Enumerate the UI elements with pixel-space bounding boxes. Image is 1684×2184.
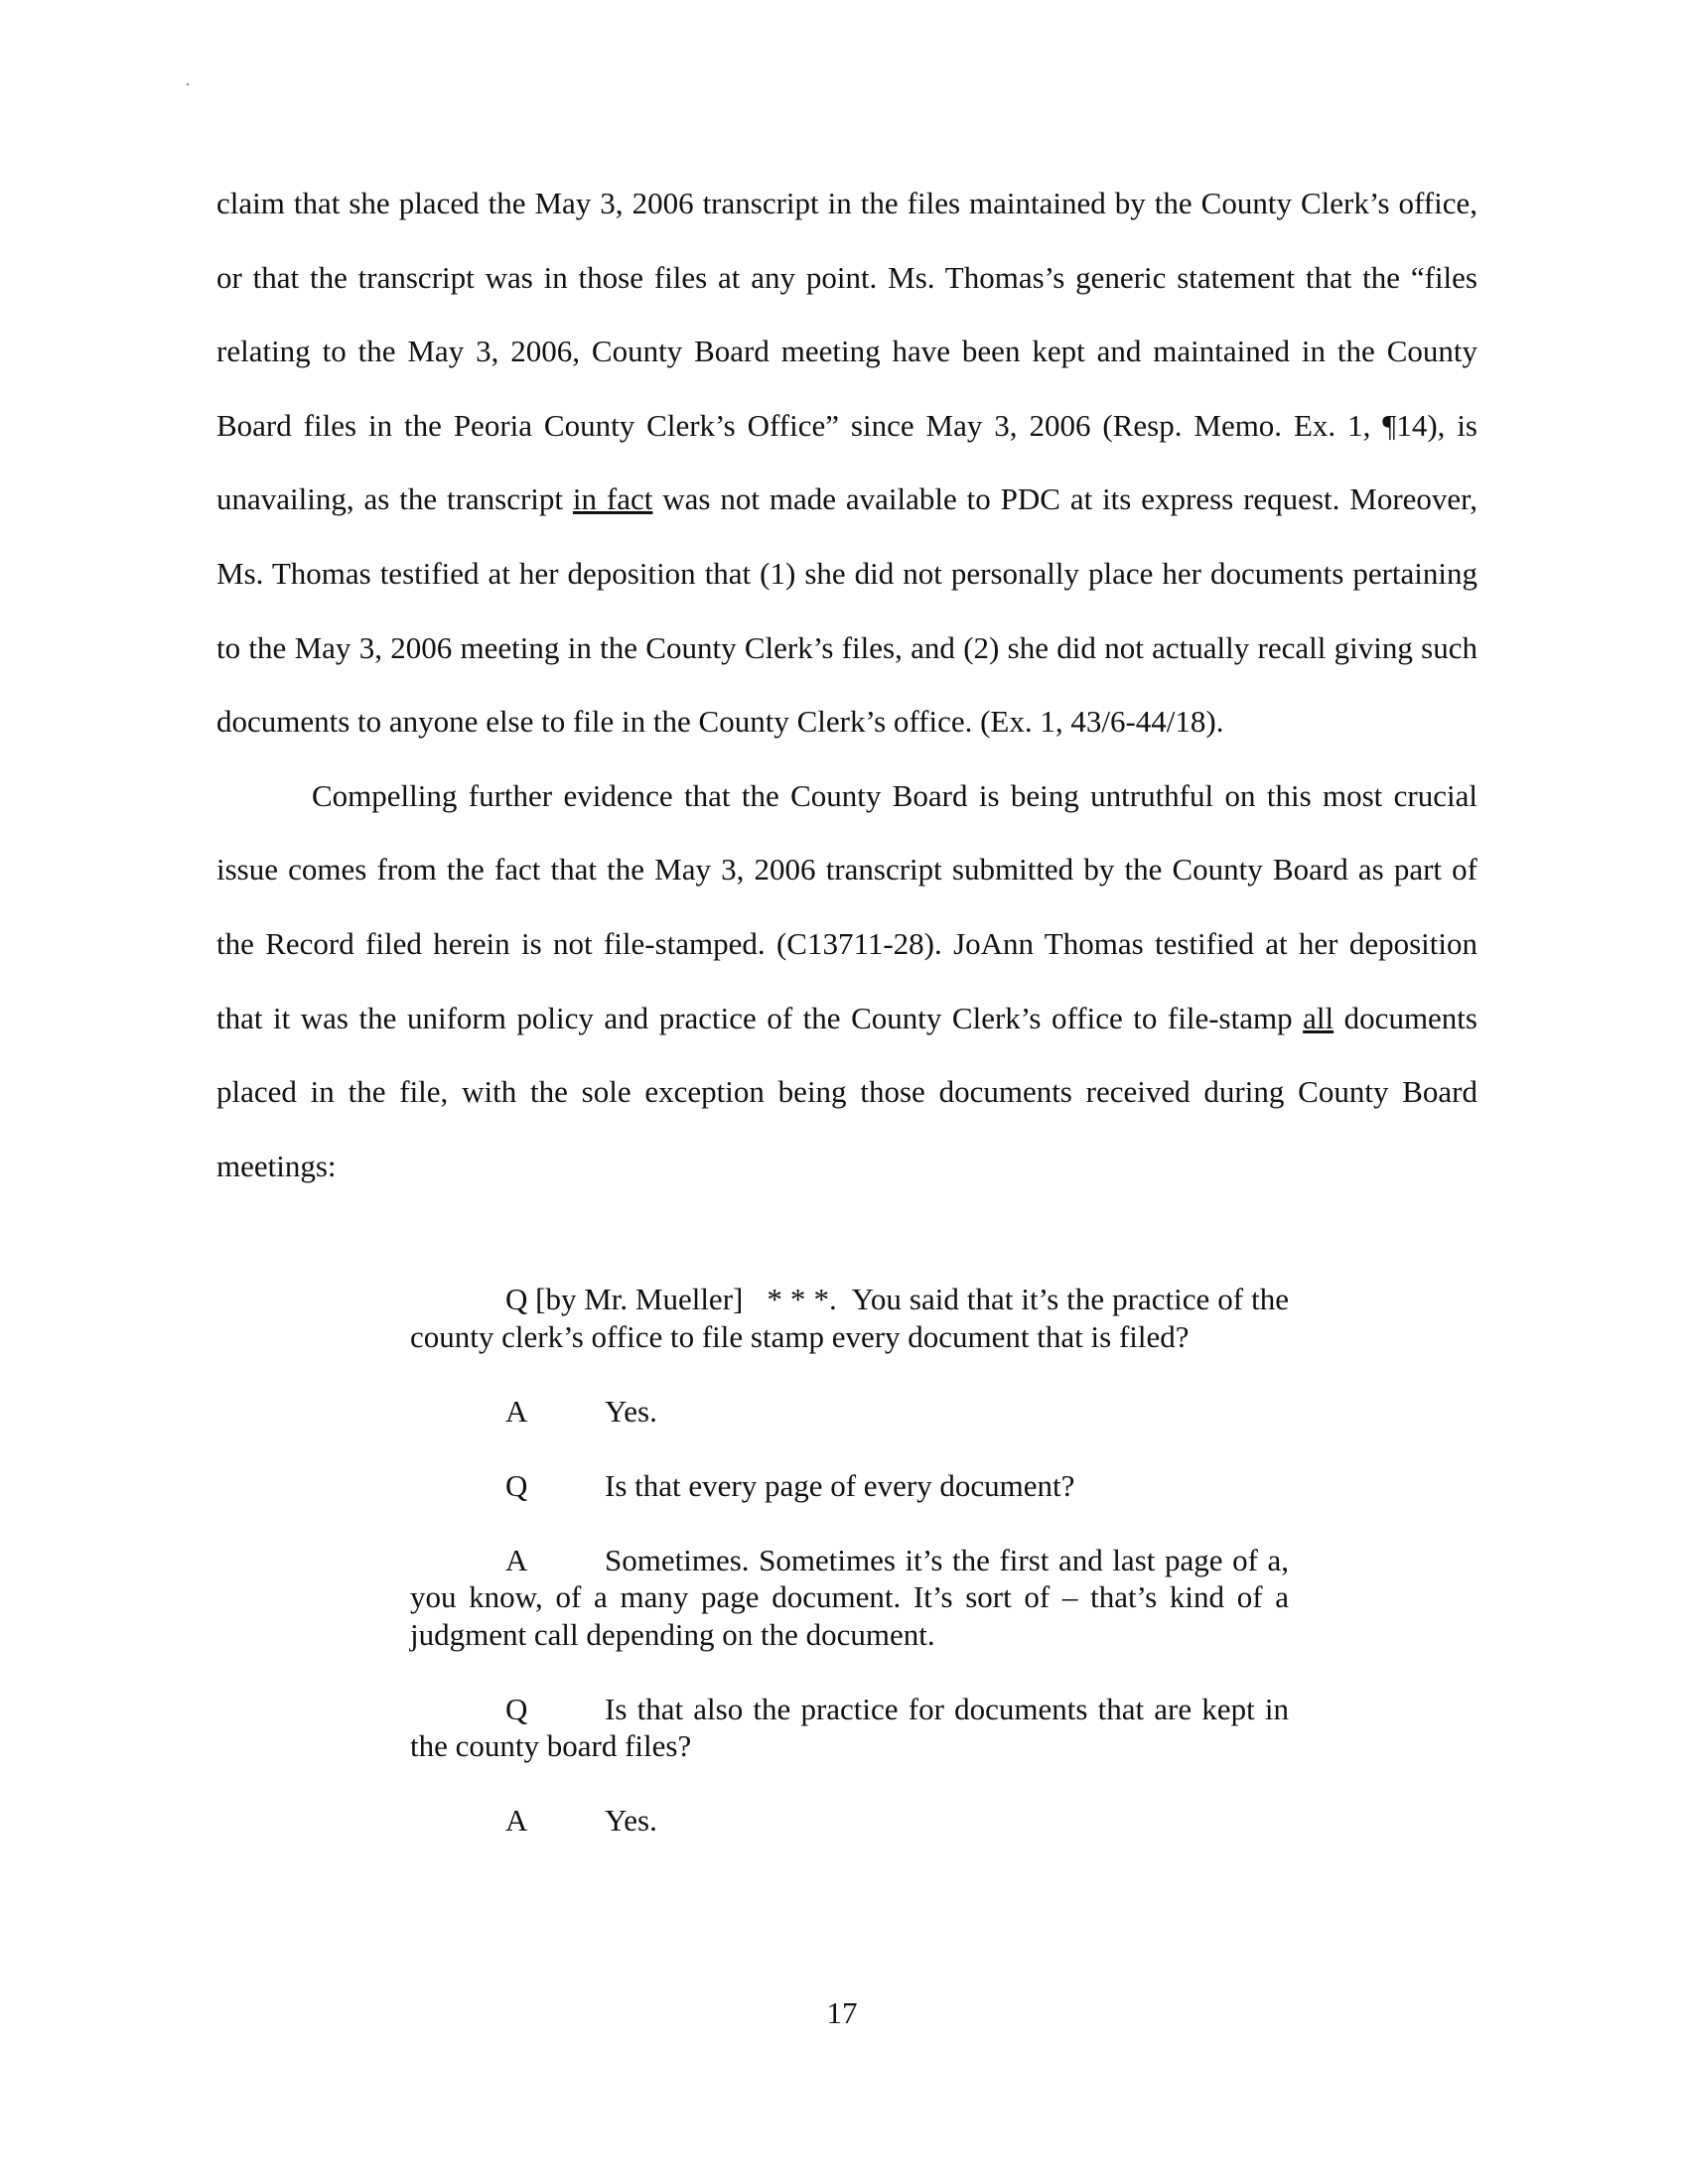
deposition-block-quote [410,1281,1297,1876]
qa-item [410,1281,1297,1355]
qa-speaker: Q [505,1691,528,1726]
paragraph-1 [216,167,1477,759]
qa-item [410,1802,1289,1840]
qa-text: Yes. [605,1393,657,1429]
paragraph-1-text-b: was not made available to PDC at its express request. Moreover, Ms. Thomas testified at her deposition that (1) she did not personally place her documents pertaining to the May 3, 2006 meeting in the County Clerk’s files, and (2) she did not actually recall giving such documents to anyone else to file in the County Clerk’s office. (Ex. 1, 43/6-44/18). [216,481,1477,740]
underlined-in-fact: in fact [572,481,653,517]
qa-item [410,1691,1289,1765]
qa-speaker: Q [by Mr. Mueller] [505,1282,744,1316]
paragraph-2-text-a: Compelling further evidence that the County Board is being untruthful on this most crucial issue comes from the fact that the May 3, 2006 transcript submitted by the County Board as part of the Record filed herein is not file-stamped. (C13711-28). JoAnn Thomas testified at her deposition that it was the uniform policy and practice of the County Clerk’s office to file-stamp [216,777,1477,1035]
qa-text: Is that also the practice for documents that are kept in the county board files? [410,1691,1289,1763]
qa-text: Is that every page of every document? [605,1467,1075,1503]
qa-item [410,1467,1289,1505]
qa-item [410,1393,1289,1431]
scan-speck [187,83,189,85]
qa-text: Sometimes. Sometimes it’s the first and last page of a, you know, of a many page document. It’s sort of – that’s kind of a judgment call depending on the document. [410,1542,1289,1652]
qa-item [410,1542,1289,1654]
qa-speaker: A [505,1393,528,1429]
qa-speaker: A [505,1803,528,1838]
page-number: 17 [826,1995,858,2030]
paragraph-1-text-a: claim that she placed the May 3, 2006 transcript in the files maintained by the County Clerk’s office, or that the transcript was in those files at any point. Ms. Thomas’s generic statement that the “files relating to the May 3, 2006, County Board meeting have been kept and maintained in the County Board files in the Peoria County Clerk’s Office” since May 3, 2006 (Resp. Memo. Ex. 1, ¶14), is unavailing, as the transcript [216,186,1477,517]
paragraph-2-text-b: documents placed in the file, with the sole exception being those documents received during County Board meetings: [216,1000,1477,1183]
body-text [216,167,1477,1203]
qa-text: * * *. You said that it’s the practice of the county clerk’s office to file stamp every document that is filed? [410,1282,1297,1354]
qa-speaker: A [505,1542,528,1577]
underlined-all: all [1303,1000,1334,1035]
qa-speaker: Q [505,1467,528,1503]
qa-text: Yes. [605,1803,657,1838]
paragraph-2 [216,759,1477,1204]
